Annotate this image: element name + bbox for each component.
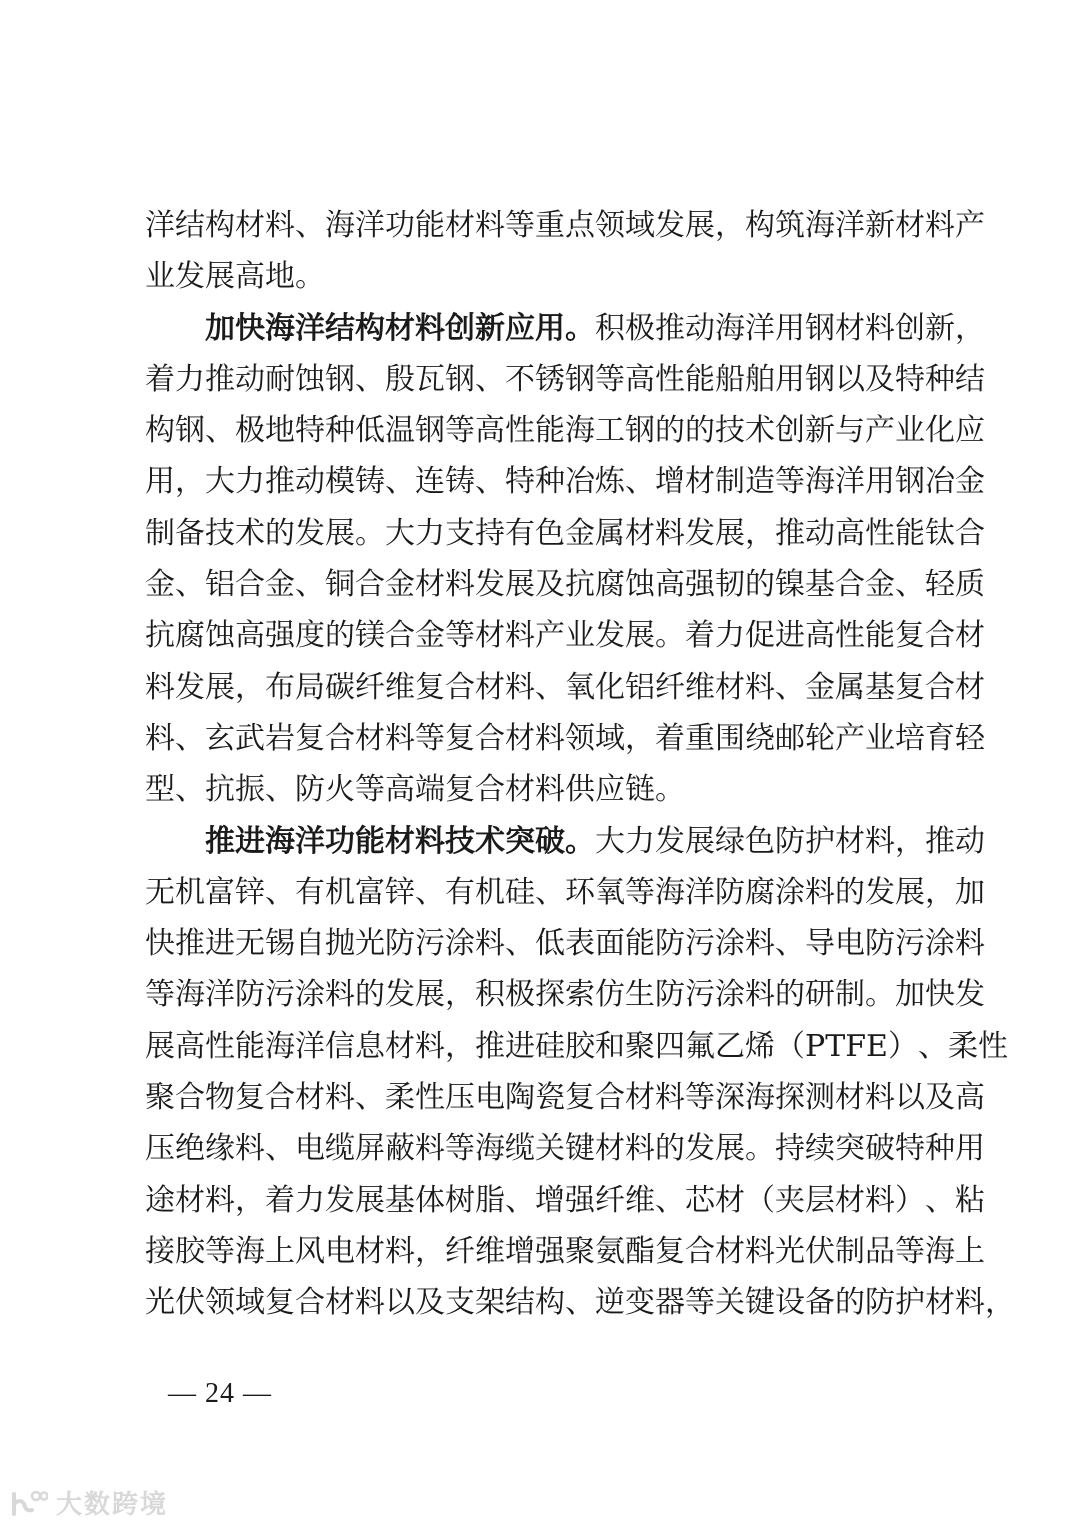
watermark: [10, 1484, 168, 1521]
text-line: 构 钢 、 极 地 特 种 低 温 钢 等 高 性 能 海 工 钢 的 的 技 术 创 新 与 产 业 化 应: [145, 413, 985, 449]
text-line: 用 ， 大 力 推 动 模 铸 、 连 铸 、 特 种 冶 炼 、 增 材 制 造 等 海 洋 用 钢 冶 金: [145, 464, 985, 500]
text-line: 抗 腐 蚀 高 强 度 的 镁 合 金 等 材 料 产 业 发 展 。 着 力 促 进 高 性 能 复 合 材: [145, 618, 985, 654]
text-line: 压 绝 缘 料 、 电 缆 屏 蔽 料 等 海 缆 关 键 材 料 的 发 展 。 持 续 突 破 特 种 用: [145, 1131, 985, 1167]
text-line: 光 伏 领 域 复 合 材 料 以 及 支 架 结 构 、 逆 变 器 等 关 键 设 备 的 防 护 材 料 ，: [145, 1285, 1015, 1321]
document-body: [145, 200, 1015, 1329]
page-number: — 24 —: [168, 1378, 272, 1409]
paragraph-heading-line: 推 进 海 洋 功 能 材 料 技 术 突 破 。 大 力 发 展 绿 色 防 护 材 料 ， 推 动: [205, 823, 985, 859]
text-line: 料 发 展 ， 布 局 碳 纤 维 复 合 材 料 、 氧 化 铝 纤 维 材 料 、 金 属 基 复 合 材: [145, 669, 985, 705]
text-line: 等 海 洋 防 污 涂 料 的 发 展 ， 积 极 探 索 仿 生 防 污 涂 料 的 研 制 。 加 快 发: [145, 977, 985, 1013]
text-line: 展 高 性 能 海 洋 信 息 材 料 ， 推 进 硅 胶 和 聚 四 氟 乙 烯 （ P T F E ） 、 柔 性: [145, 1028, 1008, 1064]
watermark-text: 大数跨境: [56, 1490, 169, 1520]
text-line: 金 、 铝 合 金 、 铜 合 金 材 料 发 展 及 抗 腐 蚀 高 强 韧 的 镍 基 合 金 、 轻 质: [145, 567, 985, 603]
watermark-logo-icon: [10, 1488, 48, 1518]
text-line: 型 、 抗 振 、 防 火 等 高 端 复 合 材 料 供 应 链 。: [145, 772, 685, 808]
text-line: 快 推 进 无 锡 自 抛 光 防 污 涂 料 、 低 表 面 能 防 污 涂 料 、 导 电 防 污 涂 料: [145, 926, 985, 962]
text-line: 料 、 玄 武 岩 复 合 材 料 等 复 合 材 料 领 域 ， 着 重 围 绕 邮 轮 产 业 培 育 轻: [145, 720, 985, 756]
text-line: 接 胶 等 海 上 风 电 材 料 ， 纤 维 增 强 聚 氨 酯 复 合 材 料 光 伏 制 品 等 海 上: [145, 1233, 985, 1269]
paragraph-heading-line: 加 快 海 洋 结 构 材 料 创 新 应 用 。 积 极 推 动 海 洋 用 钢 材 料 创 新 ，: [205, 310, 985, 346]
text-line: 途 材 料 ， 着 力 发 展 基 体 树 脂 、 增 强 纤 维 、 芯 材 （ 夹 层 材 料 ） 、 粘: [145, 1182, 985, 1218]
text-line: 洋 结 构 材 料 、 海 洋 功 能 材 料 等 重 点 领 域 发 展 ， 构 筑 海 洋 新 材 料 产: [145, 208, 985, 243]
text-line: 制 备 技 术 的 发 展 。 大 力 支 持 有 色 金 属 材 料 发 展 ， 推 动 高 性 能 钛 合: [145, 515, 985, 551]
text-line: 业 发 展 高 地 。: [145, 259, 325, 295]
text-line: 聚 合 物 复 合 材 料 、 柔 性 压 电 陶 瓷 复 合 材 料 等 深 海 探 测 材 料 以 及 高: [145, 1080, 985, 1116]
text-line: 无 机 富 锌 、 有 机 富 锌 、 有 机 硅 、 环 氧 等 海 洋 防 腐 涂 料 的 发 展 ， 加: [145, 874, 985, 910]
text-line: 着 力 推 动 耐 蚀 钢 、 殷 瓦 钢 、 不 锈 钢 等 高 性 能 船 舶 用 钢 以 及 特 种 结: [145, 361, 985, 397]
